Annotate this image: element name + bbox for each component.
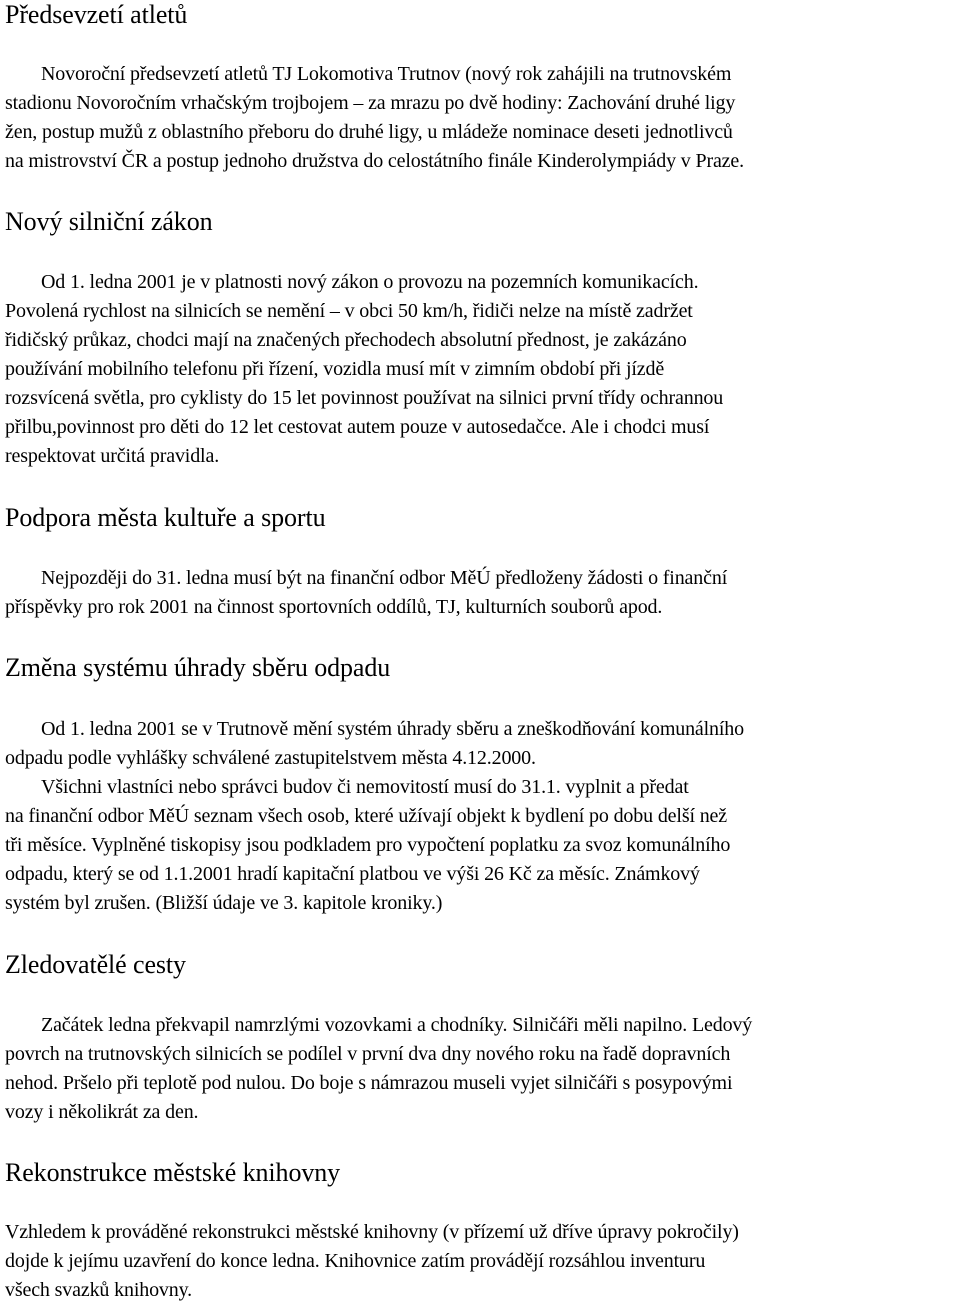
text-line: všech svazků knihovny. [5,1279,193,1301]
section-body-podpora [5,564,727,622]
section-heading-atleti: Předsevzetí atletů [5,0,188,29]
text-line: na mistrovství ČR a postup jednoho družstva do celostátního finále Kinderolympiády v Praze. [5,150,744,172]
section-heading-odpad: Změna systému úhrady sběru odpadu [5,653,391,682]
section-heading-zledovatele-cesty: Zledovatělé cesty [5,950,186,979]
text-line: vozy i několikrát za den. [5,1101,199,1123]
text-line: řidičský průkaz, chodci mají na značených přechodech absolutní přednost, je zakázáno [5,329,687,351]
section-body-atleti [5,60,744,176]
section-heading-podpora: Podpora města kultuře a sportu [5,503,326,532]
section-body-zledovatele-cesty [5,1011,752,1127]
text-line: tři měsíce. Vyplněné tiskopisy jsou podkladem pro vypočtení poplatku za svoz komunálního [5,834,731,856]
text-line: Nejpozději do 31. ledna musí být na finanční odbor MěÚ předloženy žádosti o finanční [41,567,728,589]
text-line: odpadu, který se od 1.1.2001 hradí kapitační platbou ve výši 26 Kč za měsíc. Známkový [5,863,700,885]
text-line: Od 1. ledna 2001 je v platnosti nový zákon o provozu na pozemních komunikacích. [41,271,699,293]
text-line: odpadu podle vyhlášky schválené zastupitelstvem města 4.12.2000. [5,747,536,769]
section-heading-knihovna: Rekonstrukce městské knihovny [5,1158,341,1187]
section-body-silnicni-zakon [5,268,723,471]
text-line: žen, postup mužů z oblastního přeboru do druhé ligy, u mládeže nominace deseti jednotlivců [5,121,733,143]
text-line: nehod. Pršelo při teplotě pod nulou. Do boje s námrazou museli vyjet silničáři s posypovými [5,1072,733,1094]
text-line: používání mobilního telefonu při řízení, vozidla musí mít v zimním období při jízdě [5,358,665,380]
text-line: Od 1. ledna 2001 se v Trutnově mění systém úhrady sběru a zneškodňování komunálního [41,718,745,740]
section-body-knihovna [5,1218,739,1305]
text-line: Povolená rychlost na silnicích se nemění – v obci 50 km/h, řidiči nelze na místě zadržet [5,300,693,322]
text-line: dojde k jejímu uzavření do konce ledna. Knihovnice zatím provádějí rozsáhlou inventuru [5,1250,706,1272]
text-line: příspěvky pro rok 2001 na činnost sportovních oddílů, TJ, kulturních souborů apod. [5,596,663,618]
text-line: na finanční odbor MěÚ seznam všech osob, které užívají objekt k bydlení po dobu delší než [5,805,728,827]
text-line: přilbu,povinnost pro děti do 12 let cestovat autem pouze v autosedačce. Ale i chodci musí [5,416,710,438]
section-body-odpad [5,715,744,918]
text-line: systém byl zrušen. (Bližší údaje ve 3. kapitole kroniky.) [5,892,443,914]
section-heading-silnicni-zakon: Nový silniční zákon [5,207,213,236]
text-line: respektovat určitá pravidla. [5,445,220,467]
text-line: povrch na trutnovských silnicích se podílel v první dva dny nového roku na řadě dopravních [5,1043,731,1065]
text-line: Všichni vlastníci nebo správci budov či nemovitostí musí do 31.1. vyplnit a předat [41,776,689,798]
text-line: Začátek ledna překvapil namrzlými vozovkami a chodníky. Silničáři měli napilno. Ledový [41,1014,753,1036]
text-line: stadionu Novoročním vrhačským trojbojem – za mrazu po dvě hodiny: Zachování druhé ligy [5,92,736,114]
text-line: Novoroční předsevzetí atletů TJ Lokomotiva Trutnov (nový rok zahájili na trutnovském [41,63,732,85]
text-line: rozsvícená světla, pro cyklisty do 15 let povinnost používat na silnici první třídy ochrannou [5,387,724,409]
text-line: Vzhledem k prováděné rekonstrukci městské knihovny (v přízemí už dříve úpravy pokročily) [5,1221,739,1243]
